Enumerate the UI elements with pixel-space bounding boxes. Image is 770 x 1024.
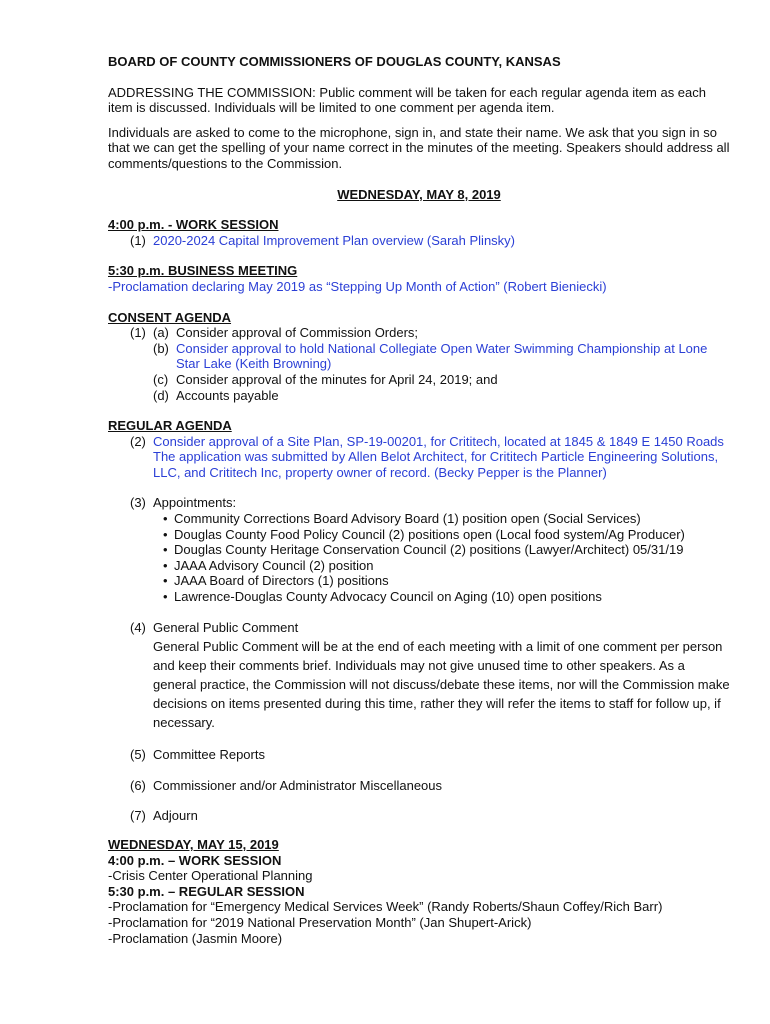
meeting-date-may8: WEDNESDAY, MAY 8, 2019 bbox=[337, 186, 501, 202]
appointments-label: Appointments: bbox=[153, 495, 237, 511]
site-plan-link[interactable]: Consider approval of a Site Plan, SP-19-00201, for Crititech, located at 1845 & 1849 E 1450 Roads The application was submitted by Allen Belot Architect, for Crititech Particle Engineering Solutions, LLC, and Crititech Inc, property owner of record. (Becky Pepper is the Planner) bbox=[153, 433, 724, 480]
item-number: (6) bbox=[130, 777, 146, 793]
public-comment-label: General Public Comment bbox=[153, 619, 299, 635]
list-item: • JAAA Advisory Council (2) position bbox=[163, 558, 730, 574]
business-meeting-heading: 5:30 p.m. BUSINESS MEETING bbox=[108, 263, 298, 279]
work-session-item bbox=[108, 233, 730, 249]
subitem-text: Consider approval of Commission Orders; bbox=[176, 325, 419, 341]
may15-item: -Proclamation (Jasmin Moore) bbox=[108, 930, 283, 946]
item-number: (7) bbox=[130, 808, 146, 824]
regular-item-3 bbox=[108, 495, 730, 604]
consent-item bbox=[108, 325, 730, 403]
may15-work-session-heading: 4:00 p.m. – WORK SESSION bbox=[108, 852, 282, 868]
appointments-list bbox=[153, 511, 730, 605]
swimming-championship-link[interactable]: Consider approval to hold National Collegiate Open Water Swimming Championship at Lone Star Lake (Keith Browning) bbox=[176, 340, 708, 372]
may15-work-session-item: -Crisis Center Operational Planning bbox=[108, 868, 313, 884]
public-comment-detail: General Public Comment will be at the end of each meeting with a limit of one comment per person and keep their comments brief. Individuals may not give unused time to other speakers. As a general practice, the Commission will not discuss/debate these items, nor will the Commission make decisions on items presented during this time, rather they will refer the items to staff for follow up, if necessary. bbox=[153, 639, 730, 731]
regular-item-6 bbox=[108, 778, 730, 794]
list-item: • Douglas County Heritage Conservation Council (2) positions (Lawyer/Architect) 05/31/19 bbox=[163, 542, 730, 558]
consent-subitems bbox=[153, 325, 730, 403]
regular-item-2 bbox=[108, 434, 730, 481]
item-number: (1) bbox=[130, 232, 146, 248]
list-item: • Douglas County Food Policy Council (2) positions open (Local food system/Ag Producer) bbox=[163, 527, 730, 543]
commissioner-misc: Commissioner and/or Administrator Miscellaneous bbox=[153, 777, 443, 793]
regular-item-5 bbox=[108, 747, 730, 763]
item-number: (4) bbox=[130, 619, 146, 635]
adjourn: Adjourn bbox=[153, 808, 198, 824]
instructions-paragraph: Individuals are asked to come to the microphone, sign in, and state their name. We ask that you sign in so that we can get the spelling of your name correct in the minutes of the meeting. Speakers should address all comments/questions to the Commission. bbox=[108, 124, 730, 171]
list-item: • JAAA Board of Directors (1) positions bbox=[163, 573, 730, 589]
may15-item: -Proclamation for “Emergency Medical Services Week” (Randy Roberts/Shaun Coffey/Rich Barr) bbox=[108, 899, 663, 915]
item-number: (1) bbox=[130, 325, 146, 341]
work-session-heading: 4:00 p.m. - WORK SESSION bbox=[108, 217, 279, 233]
regular-agenda-heading: REGULAR AGENDA bbox=[108, 418, 232, 434]
item-number: (2) bbox=[130, 433, 146, 449]
agenda-document bbox=[108, 54, 730, 946]
list-item: • Lawrence-Douglas County Advocacy Council on Aging (10) open positions bbox=[163, 589, 730, 605]
subitem-letter: (c) bbox=[153, 371, 169, 387]
appointments-block bbox=[153, 495, 730, 604]
business-meeting-section bbox=[108, 263, 730, 294]
item-number: (5) bbox=[130, 747, 146, 763]
regular-agenda-section bbox=[108, 418, 730, 824]
consent-agenda-section bbox=[108, 310, 730, 404]
may15-item: -Proclamation for “2019 National Preservation Month” (Jan Shupert-Arick) bbox=[108, 914, 532, 930]
work-session-section bbox=[108, 217, 730, 248]
proclamation-link[interactable]: -Proclamation declaring May 2019 as “Stepping Up Month of Action” (Robert Bieniecki) bbox=[108, 278, 607, 294]
list-item: • Community Corrections Board Advisory Board (1) position open (Social Services) bbox=[163, 511, 730, 527]
addressing-paragraph: ADDRESSING THE COMMISSION: Public comment will be taken for each regular agenda item as each item is discussed. Individuals will be limited to one comment per agenda item. bbox=[108, 84, 706, 116]
capital-plan-link[interactable]: 2020-2024 Capital Improvement Plan overview (Sarah Plinsky) bbox=[153, 232, 516, 248]
item-number: (3) bbox=[130, 495, 146, 511]
may15-section bbox=[108, 837, 730, 946]
committee-reports: Committee Reports bbox=[153, 747, 265, 763]
subitem-text: Consider approval of the minutes for April 24, 2019; and bbox=[176, 371, 498, 387]
subitem-text: Accounts payable bbox=[176, 387, 279, 403]
may15-regular-session-heading: 5:30 p.m. – REGULAR SESSION bbox=[108, 883, 305, 899]
regular-item-7 bbox=[108, 808, 730, 824]
meeting-date-may15: WEDNESDAY, MAY 15, 2019 bbox=[108, 837, 279, 852]
subitem-letter: (d) bbox=[153, 387, 169, 403]
consent-subitem-a bbox=[153, 325, 730, 341]
document-title: BOARD OF COUNTY COMMISSIONERS OF DOUGLAS COUNTY, KANSAS bbox=[108, 54, 561, 69]
regular-item-4 bbox=[108, 620, 730, 733]
consent-subitem-d bbox=[153, 388, 730, 404]
consent-subitem-c bbox=[153, 372, 730, 388]
consent-agenda-heading: CONSENT AGENDA bbox=[108, 309, 232, 325]
subitem-letter: (b) bbox=[153, 340, 169, 356]
consent-subitem-b bbox=[153, 341, 730, 372]
public-comment-block bbox=[153, 620, 730, 733]
subitem-letter: (a) bbox=[153, 325, 169, 341]
